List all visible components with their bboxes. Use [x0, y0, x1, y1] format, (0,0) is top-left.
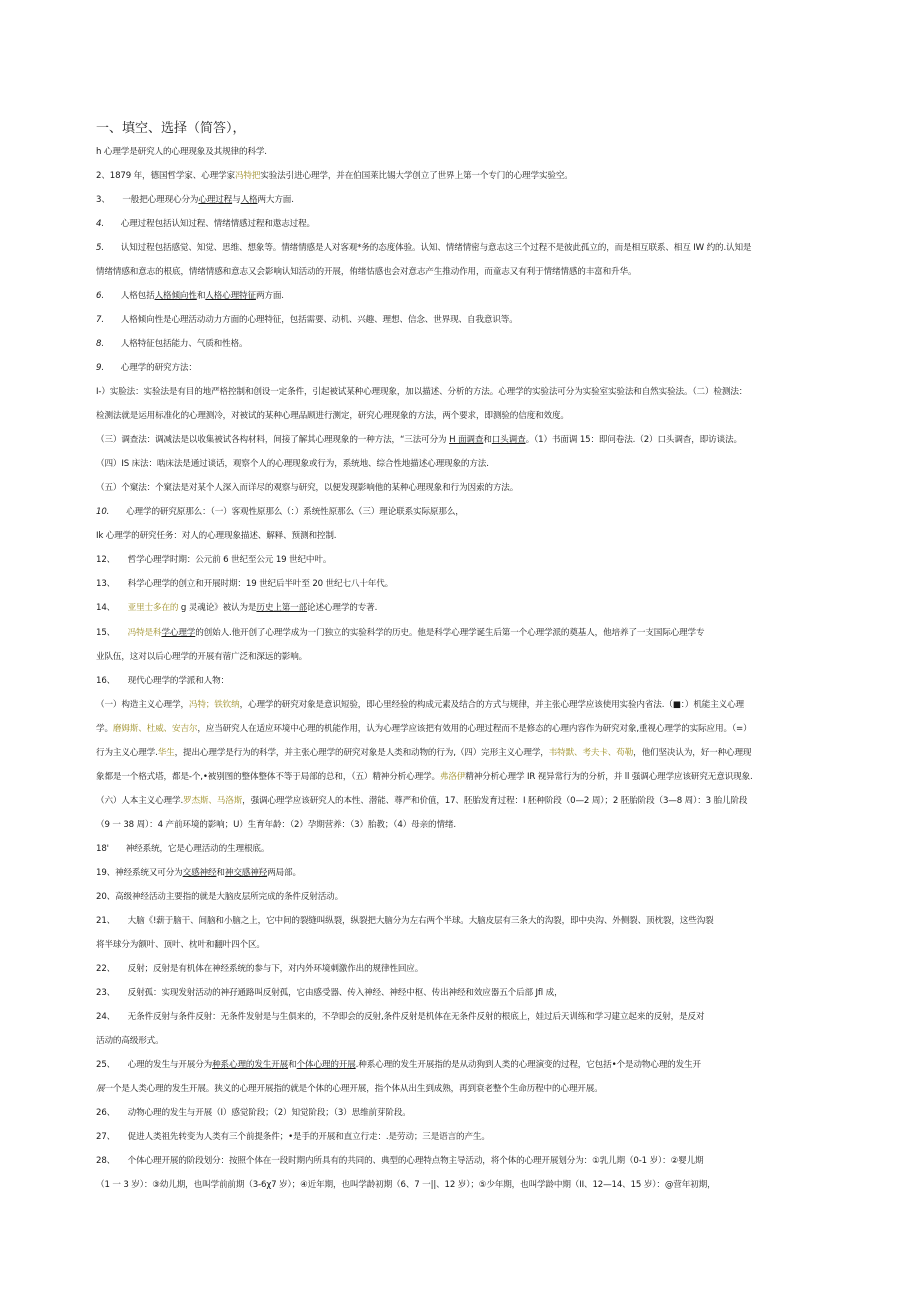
text-segment: 22、 反射；反射是有机体在神经系统的参与下，对内外环境刺激作出的规律性回应。: [96, 964, 424, 974]
text-segment: 15、: [96, 628, 128, 638]
text-segment: Ik 心理学的研究任务：对人的心理现象描述、解释、预测和控制.: [96, 531, 337, 541]
text-segment: 弗洛伊: [439, 772, 466, 782]
text-segment: 认知过程包括感觉、知觉、思维、想象等。情绪情感是人对客观*务的态度体验。认知、情绪情密与意志这三个过程不是彼此孤立的，而是相互联系、相互 IW 约的.认知是: [103, 243, 752, 253]
text-segment: （六）人本主义心理学.: [96, 796, 184, 806]
text-line: [96, 1155, 704, 1167]
text-line: [96, 819, 456, 831]
text-segment: 冯特；铁钦纳: [188, 700, 240, 710]
text-line: [96, 987, 563, 999]
text-segment: 业队伍，这对以后心理学的开展有蓿广泛和深远的影响。: [96, 652, 308, 662]
text-segment: 一个是人类心理的发生开展。狭义的心理开展指的就是个体的心理开展，指个体从出生到成熟，再到衰老整个生命历程中的心理开展。: [104, 1084, 603, 1094]
text-line: [96, 482, 518, 494]
text-line: [96, 170, 573, 182]
text-segment: 情绪情感和意志的根底，情绪情感和意志又会影响认知活动的开展，侑绪怙感也会对意志产生推动作用，而童志又有利于情绪情感的丰富和升华。: [96, 267, 637, 277]
text-segment: 9.: [96, 363, 104, 373]
text-segment: 学心理学: [161, 628, 196, 638]
text-segment: 人格倾向性: [154, 291, 197, 301]
text-line: [96, 1059, 701, 1071]
text-line: [96, 554, 331, 566]
text-segment: 28、 个体心理开展的阶段划分：按照个体在一段时期内所具有的共同的、典型的心理特点物主导活动，将个体的心理开展划分为：①乳儿期（0-1 岁）：②婴儿期: [96, 1156, 704, 1166]
text-segment: ，他们坚决认为，好一种心理现: [633, 748, 752, 758]
text-segment: 交感神经: [182, 868, 217, 878]
text-line: [96, 506, 464, 518]
text-segment: 8.: [96, 339, 104, 349]
text-segment: 12、 哲学心理学时期：公元前 6 世纪至公元 19 世纪中叶。: [96, 555, 332, 565]
text-line: [96, 578, 393, 590]
text-line: [96, 218, 315, 230]
text-segment: 6.: [96, 291, 104, 301]
text-segment: （五）个窠法：个窠法是对某个人深入而详尽的观察与研究，以便发现影响他的某种心理现象和行为因索的方法。: [96, 483, 519, 493]
text-segment: 20、高级神经活动主要指的就是大脑皮层所完成的条件反射活动。: [96, 892, 344, 902]
text-segment: （9 一 38 周）：4 产前环境的影响；U）生育年龄：（2）孕期营养：（3）胎教；（4）母亲的情绪.: [96, 820, 456, 830]
text-line: [96, 915, 714, 927]
text-segment: 3、 一般把心理现心分为: [96, 195, 199, 205]
text-segment: 罗杰斯、马洛斯: [183, 796, 243, 806]
text-line: [96, 1083, 603, 1095]
text-line: [96, 338, 247, 350]
text-segment: 25、 心理的发生与开展分为: [96, 1060, 213, 1070]
text-segment: （三）调查法：调减法是以收集被试各构材料，间接了解其心理现象的一种方法，“三法可分为: [96, 435, 450, 445]
text-line: [96, 891, 343, 903]
text-segment: 23、 反射孤：实现发射活动的神孖通路叫反射孤，它由感受器、传入神经、神经中枢、传出神经和效应器五个后部 Jfl 成，: [96, 988, 563, 998]
text-segment: 两局部。: [267, 868, 301, 878]
text-segment: 亚里士多在的: [127, 603, 179, 613]
text-line: [96, 963, 423, 975]
text-segment: .种系心理的发生开展指的是从动狗到人类的心理演变的过程，它包括•个是动物心理的发生开: [355, 1060, 701, 1070]
text-line: [96, 362, 197, 374]
text-segment: 口头调查: [491, 435, 526, 445]
text-segment: 10.: [96, 507, 110, 517]
text-segment: 4.: [96, 219, 104, 229]
text-line: [96, 939, 265, 951]
text-segment: ，心理学的研究对象是意识短验，即心里经验的构成元素及结合的方式与规律，并主张心理学应该使用实验内省法.（■：）机能主义心理: [239, 700, 744, 710]
text-segment: 神交感神羟: [224, 868, 268, 878]
text-segment: 和: [196, 291, 206, 301]
text-line: [96, 747, 751, 759]
text-segment: 两大方面.: [257, 195, 294, 205]
text-line: [96, 1131, 490, 1143]
text-segment: 将半球分为额叶、顶叶、枕叶和翻叶四个区。: [96, 940, 265, 950]
text-line: [96, 458, 489, 470]
text-segment: 冯特把: [234, 171, 261, 181]
text-line: [96, 386, 747, 398]
text-segment: 5.: [96, 243, 104, 253]
text-line: [96, 314, 518, 326]
text-line: [96, 194, 294, 206]
text-segment: 21、 大脑《!薪于脑干、间脑和小脑之上，它中间的裂缝叫纵裂，纵裂把大脑分为左右两个半球。大脑皮层有三条大的沟裂，即中央沟、外侧裂、顶枕裂，这些沟裂: [96, 916, 714, 926]
text-segment: 心理过程包括认知过程、情绪情感过程和遨志过程。: [103, 219, 316, 229]
text-line: [96, 699, 744, 711]
text-segment: 与: [232, 195, 241, 205]
text-segment: ，强调心理学应该研究人的本性、潜能、尊严和价值，17、胚胎发育过程：I 胚种阶段（0—2 周）；2 胚胎阶段（3—8 周）：3 胎儿阶段: [242, 796, 748, 806]
text-line: [96, 602, 377, 614]
text-segment: 人格包括: [103, 291, 155, 301]
text-line: [96, 675, 229, 687]
text-segment: 人格倾向性是心理活动动力方面的心理特征，包括需要、动机、兴趣、理想、信念、世界现、自我意识等。: [103, 315, 518, 325]
text-segment: 冯特是科: [127, 628, 162, 638]
text-line: [96, 867, 301, 879]
text-segment: （1 一 3 岁）：③幼儿期，也叫学前前期（3-6χ7 岁）；④近年期，也叫学龄初期（6、7 一||、12 岁）；⑤少年期，也叫学龄中期（II、12—14、15 岁）：@营年初期，: [96, 1180, 716, 1190]
text-segment: 心理学的研究方法：: [103, 363, 197, 373]
text-segment: （四）IS 床法：啮床法是通过谈话，观察个人的心理现象或行为，系统地、综合性地描述心理现象的方法.: [96, 459, 489, 469]
text-line: [96, 1107, 411, 1119]
text-segment: 的创始人.他开创了心理学成为一门独立的实验科学的历史。他是科学心理学诞生后第一个心理学派的奠基人，他培养了一支国际心理学专: [195, 628, 705, 638]
text-line: [96, 843, 269, 855]
text-line: [96, 410, 569, 422]
text-segment: 实验法引进心理学，并在伯国莱比锡大学创立了世界上第一个专门的心理学实验空。: [260, 171, 573, 181]
text-segment: 27、 促进人类祖先转变为人类有三个前提条件；•是手的开展和直立行走：.是劳动；三是语言的产生。: [96, 1132, 490, 1142]
text-segment: 。（1）书面调 15：即问卷法.（2）口头调杳，即访谈法。: [525, 435, 742, 445]
text-segment: 学。: [96, 724, 113, 734]
text-line: [96, 627, 704, 639]
text-segment: H 面调查: [449, 435, 484, 445]
text-segment: 韦特默、考夫卡、苟勒: [548, 748, 634, 758]
text-line: [96, 434, 742, 446]
text-segment: 18' 神经系统，它是心理活动的生理根底。: [96, 844, 270, 854]
text-segment: 和: [288, 1060, 297, 1070]
text-segment: g 灵魂论》被认为是: [178, 603, 257, 613]
text-segment: 14、: [96, 603, 128, 613]
text-segment: 种系心理的发生开展: [212, 1060, 289, 1070]
text-segment: 心理过程: [198, 195, 233, 205]
text-line: [96, 530, 336, 542]
text-line: [96, 266, 636, 278]
text-line: [96, 651, 307, 663]
text-segment: 行为主义心理学.: [96, 748, 158, 758]
text-line: [96, 146, 267, 158]
text-segment: 展: [96, 1084, 105, 1094]
text-segment: 精神分析心理学 IR 视异常行为的分析，并 ll 强调心理学应该研究无意识现象.: [465, 772, 753, 782]
text-segment: 16、 现代心理学的学派和人物：: [96, 676, 229, 686]
text-segment: 活动的高级形式。: [96, 1036, 164, 1046]
text-segment: （一）构造主义心理学，: [96, 700, 189, 710]
text-segment: ，应当研究人在适应环境中心理的机能作用，认为心理学应该把有效用的心理过程而不是修态的心理内容作为研究对象,重视心理学的实际应用。（=）: [197, 724, 752, 734]
section-heading: 一、填空、选择（简答），: [96, 121, 246, 136]
text-segment: 7.: [96, 315, 104, 325]
text-line: [96, 1179, 716, 1191]
text-line: [96, 1035, 164, 1047]
text-segment: I-）实脸法：实验法是有目的地严格控制和创设一定条件，引起被试某种心理现象，加以描述、分析的方法。心理学的实验法可分为实验室实验法和自然实验法。（二）检测法：: [96, 387, 748, 397]
text-segment: 象都是一个格式塔，都是-个,•被别图的整体整体不等于局部的总和，（五）精神分析心理学。: [96, 772, 440, 782]
text-segment: 24、 无条件反射与条件反射：无条件发射是与生俱来的，不孕即会的反射,条件反射是机体在无条件反射的根底上，娃过后天训练和学习建立起来的反射，是反对: [96, 1012, 705, 1022]
text-segment: 检测法就是运用标准化的心理测冷，对被试的某种心理品顾进行测定，研究心理现象的方法，两个要求，即测验的信度和效度。: [96, 411, 569, 421]
text-segment: 13、 科学心理学的创立和开展时期：19 世纪后半叶至 20 世纪七八十年代。: [96, 579, 394, 589]
text-segment: 和: [216, 868, 225, 878]
text-segment: 磨姆斯、杜威、安吉尔: [112, 724, 198, 734]
text-line: [96, 1011, 704, 1023]
text-line: [96, 242, 751, 254]
text-segment: 26、 动物心理的发生与开展（I）感觉阶段；（2）知觉阶段；（3）思维前芽阶段。: [96, 1108, 411, 1118]
text-line: [96, 723, 752, 735]
text-segment: 历史上第一部: [256, 603, 308, 613]
text-segment: h 心理学是研究人的心理现象及其规律的科学.: [96, 147, 267, 157]
text-segment: 人格: [240, 195, 258, 205]
text-segment: 华生: [157, 748, 175, 758]
text-segment: ，提出心理学是行为的科学，并主张心理学的研究对象是人类和动物的行为,（四）完形主义心理学，: [174, 748, 549, 758]
text-segment: 人格特征包括能力、气质和性格。: [103, 339, 248, 349]
text-segment: 19、神经系统又可分为: [96, 868, 183, 878]
text-segment: 和: [483, 435, 492, 445]
text-segment: 两方面.: [255, 291, 284, 301]
text-segment: 人格心理特征: [205, 291, 256, 301]
text-segment: 个体心理的开展: [296, 1060, 356, 1070]
text-line: [96, 795, 747, 807]
text-line: [96, 290, 284, 302]
text-segment: 心理学的研究原那么：（一）客观性原那么（：）系统性原那么（三）理论联系实际原那么，: [109, 507, 464, 517]
text-segment: 2、1879 年，德国哲学家、心理学家: [96, 171, 235, 181]
text-segment: 论述心理学的专著.: [307, 603, 378, 613]
text-line: [96, 771, 753, 783]
